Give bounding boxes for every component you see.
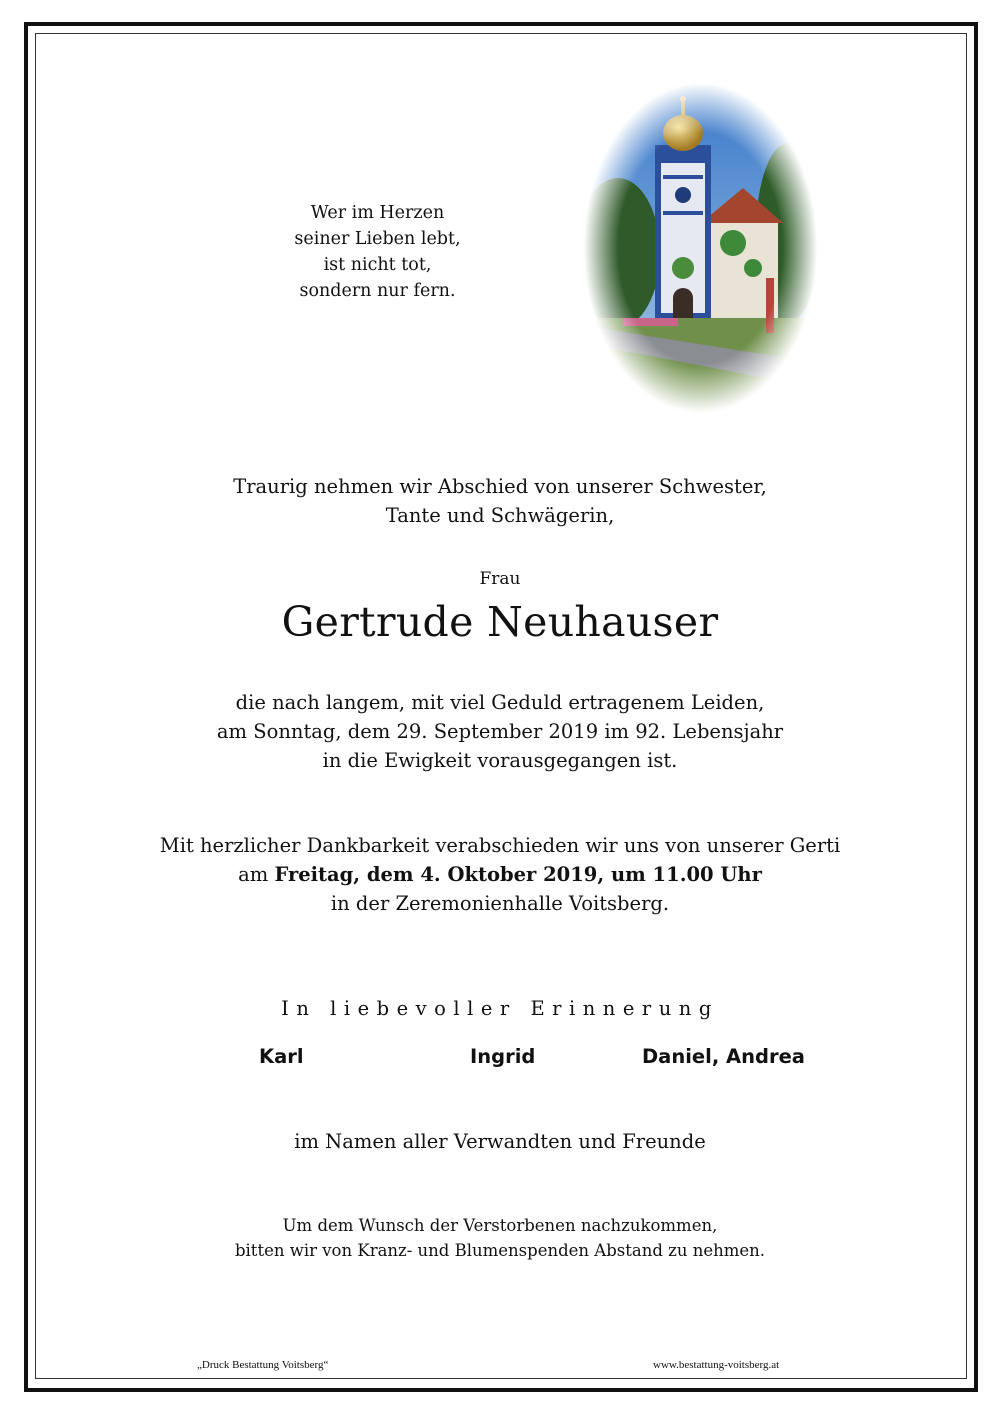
poem-line: ist nicht tot, <box>323 255 432 275</box>
intro-text <box>60 472 940 530</box>
memorial-poem <box>250 200 505 304</box>
death-notice <box>60 688 940 775</box>
service-location: in der Zeremonienhalle Voitsberg. <box>330 892 670 915</box>
service-details <box>60 831 940 918</box>
mourner-name: Ingrid <box>470 1045 536 1068</box>
request-line: Um dem Wunsch der Verstorbenen nachzukommen, <box>282 1216 718 1235</box>
printer-credit: „Druck Bestattung Voitsberg“ <box>197 1359 329 1371</box>
poem-line: seiner Lieben lebt, <box>294 229 461 249</box>
death-line: in die Ewigkeit vorausgegangen ist. <box>322 749 678 772</box>
church-photo <box>583 83 818 413</box>
intro-line: Tante und Schwägerin, <box>385 504 615 527</box>
deceased-name: Gertrude Neuhauser <box>281 598 719 646</box>
poem-line: Wer im Herzen <box>310 203 445 223</box>
donation-request <box>60 1213 940 1263</box>
memory-heading: In liebevoller Erinnerung <box>281 997 719 1020</box>
request-line: bitten wir von Kranz- und Blumenspenden Abstand zu nehmen. <box>234 1241 766 1260</box>
website-link[interactable]: www.bestattung-voitsberg.at <box>653 1359 780 1371</box>
intro-line: Traurig nehmen wir Abschied von unserer Schwester, <box>233 475 767 498</box>
death-line: am Sonntag, dem 29. September 2019 im 92. Lebensjahr <box>216 720 784 743</box>
death-line: die nach langem, mit viel Geduld ertragenem Leiden, <box>235 691 765 714</box>
service-date-prefix: am <box>238 863 269 886</box>
service-line: Mit herzlicher Dankbarkeit verabschieden wir uns von unserer Gerti <box>159 834 841 857</box>
service-date-line <box>60 860 940 889</box>
mourner-name: Daniel, Andrea <box>642 1045 805 1068</box>
family-note: im Namen aller Verwandten und Freunde <box>294 1130 706 1153</box>
poem-line: sondern nur fern. <box>299 281 456 301</box>
service-date: Freitag, dem 4. Oktober 2019, um 11.00 Uhr <box>274 863 762 886</box>
title-label: Frau <box>479 569 521 589</box>
mourner-name: Karl <box>259 1045 304 1068</box>
